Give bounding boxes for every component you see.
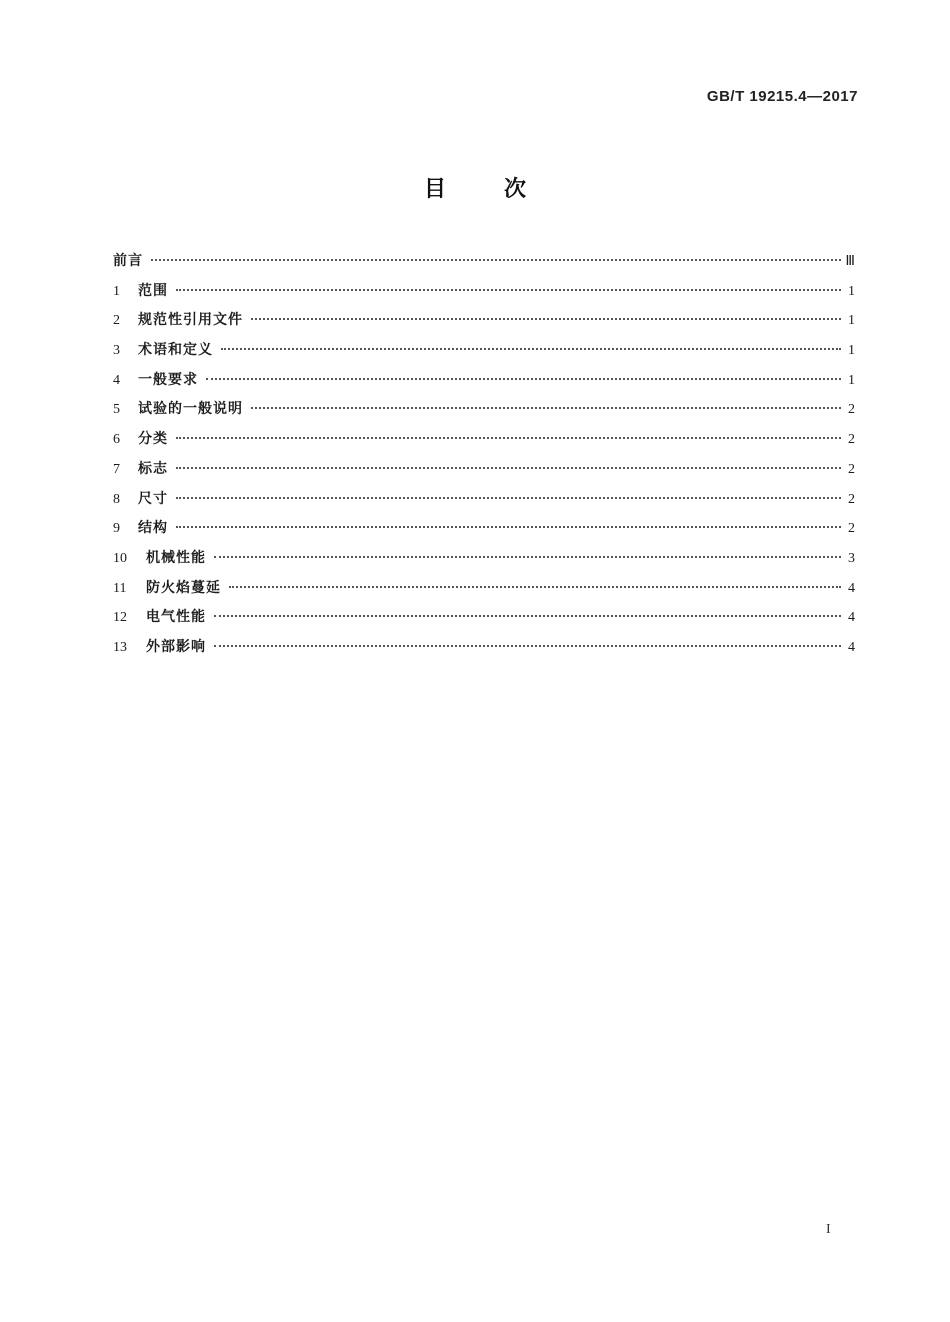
- toc-entry-number: 2: [113, 313, 120, 329]
- toc-entry-number: 3: [113, 343, 120, 359]
- toc-entry-number: 11: [113, 580, 127, 596]
- toc-entry-page: 2: [848, 461, 855, 477]
- dot-leader: [229, 586, 841, 588]
- dot-leader: [176, 526, 841, 528]
- toc-entry-label: 分类: [138, 431, 168, 448]
- toc-entry-label: 机械性能: [146, 549, 206, 566]
- toc-entry-label: 结构: [138, 520, 168, 537]
- toc-entry-2[interactable]: [113, 309, 855, 339]
- toc-entry-4[interactable]: [113, 369, 855, 399]
- toc-entry-label: 防火焰蔓延: [146, 579, 221, 596]
- toc-entry-page: 1: [848, 313, 855, 329]
- toc-entry-page: 2: [848, 491, 855, 507]
- dot-leader: [151, 259, 841, 261]
- toc-entry-page: 2: [848, 432, 855, 448]
- toc-entry-number: 9: [113, 521, 120, 537]
- toc-entry-label: 前言: [113, 253, 143, 269]
- dot-leader: [214, 556, 841, 558]
- toc-entry-number: 4: [113, 372, 120, 388]
- toc-entry-page: 1: [848, 343, 855, 359]
- toc-entry-label: 范围: [138, 282, 168, 299]
- toc-entry-label: 试验的一般说明: [138, 401, 243, 418]
- toc-entry-9[interactable]: [113, 517, 855, 547]
- toc-entry-12[interactable]: [113, 606, 855, 636]
- toc-entry-page: 1: [848, 372, 855, 388]
- dot-leader: [176, 497, 841, 499]
- toc-entry-number: 5: [113, 402, 120, 418]
- dot-leader: [221, 348, 841, 350]
- toc-entry-page: Ⅲ: [845, 254, 855, 269]
- toc-entry-page: 2: [848, 402, 855, 418]
- toc-entry-page: 3: [848, 550, 855, 566]
- dot-leader: [176, 437, 841, 439]
- toc-entry-number: 12: [113, 610, 127, 626]
- toc-entry-11[interactable]: [113, 577, 855, 607]
- toc-entry-number: 6: [113, 432, 120, 448]
- toc-entry-6[interactable]: [113, 428, 855, 458]
- toc-entry-page: 4: [848, 580, 855, 596]
- standard-code: GB/T 19215.4—2017: [706, 88, 858, 105]
- toc-entry-label: 外部影响: [146, 638, 206, 655]
- toc-entry-foreword[interactable]: [113, 250, 855, 280]
- page-title: 目次: [423, 177, 584, 202]
- toc-entry-label: 标志: [138, 460, 168, 477]
- toc-entry-number: 13: [113, 639, 127, 655]
- toc-entry-page: 4: [848, 610, 855, 626]
- dot-leader: [214, 645, 841, 647]
- dot-leader: [214, 615, 841, 617]
- toc-entry-number: 10: [113, 550, 127, 566]
- toc-entry-label: 术语和定义: [138, 342, 213, 359]
- dot-leader: [251, 318, 841, 320]
- toc-entry-label: 电气性能: [146, 609, 206, 626]
- toc-entry-7[interactable]: [113, 458, 855, 488]
- toc-entry-label: 尺寸: [138, 490, 168, 507]
- dot-leader: [176, 289, 841, 291]
- toc-entry-10[interactable]: [113, 547, 855, 577]
- toc-entry-number: 8: [113, 491, 120, 507]
- toc-entry-1[interactable]: [113, 280, 855, 310]
- table-of-contents: [113, 250, 855, 666]
- toc-entry-label: 一般要求: [138, 371, 198, 388]
- toc-entry-5[interactable]: [113, 398, 855, 428]
- page-number: I: [826, 1222, 831, 1237]
- toc-entry-number: 7: [113, 461, 120, 477]
- toc-entry-8[interactable]: [113, 488, 855, 518]
- toc-entry-3[interactable]: [113, 339, 855, 369]
- toc-entry-page: 2: [848, 521, 855, 537]
- toc-entry-page: 1: [848, 283, 855, 299]
- toc-entry-number: 1: [113, 283, 120, 299]
- dot-leader: [176, 467, 841, 469]
- toc-entry-13[interactable]: [113, 636, 855, 666]
- toc-entry-page: 4: [848, 639, 855, 655]
- dot-leader: [206, 378, 841, 380]
- toc-entry-label: 规范性引用文件: [138, 312, 243, 329]
- dot-leader: [251, 407, 841, 409]
